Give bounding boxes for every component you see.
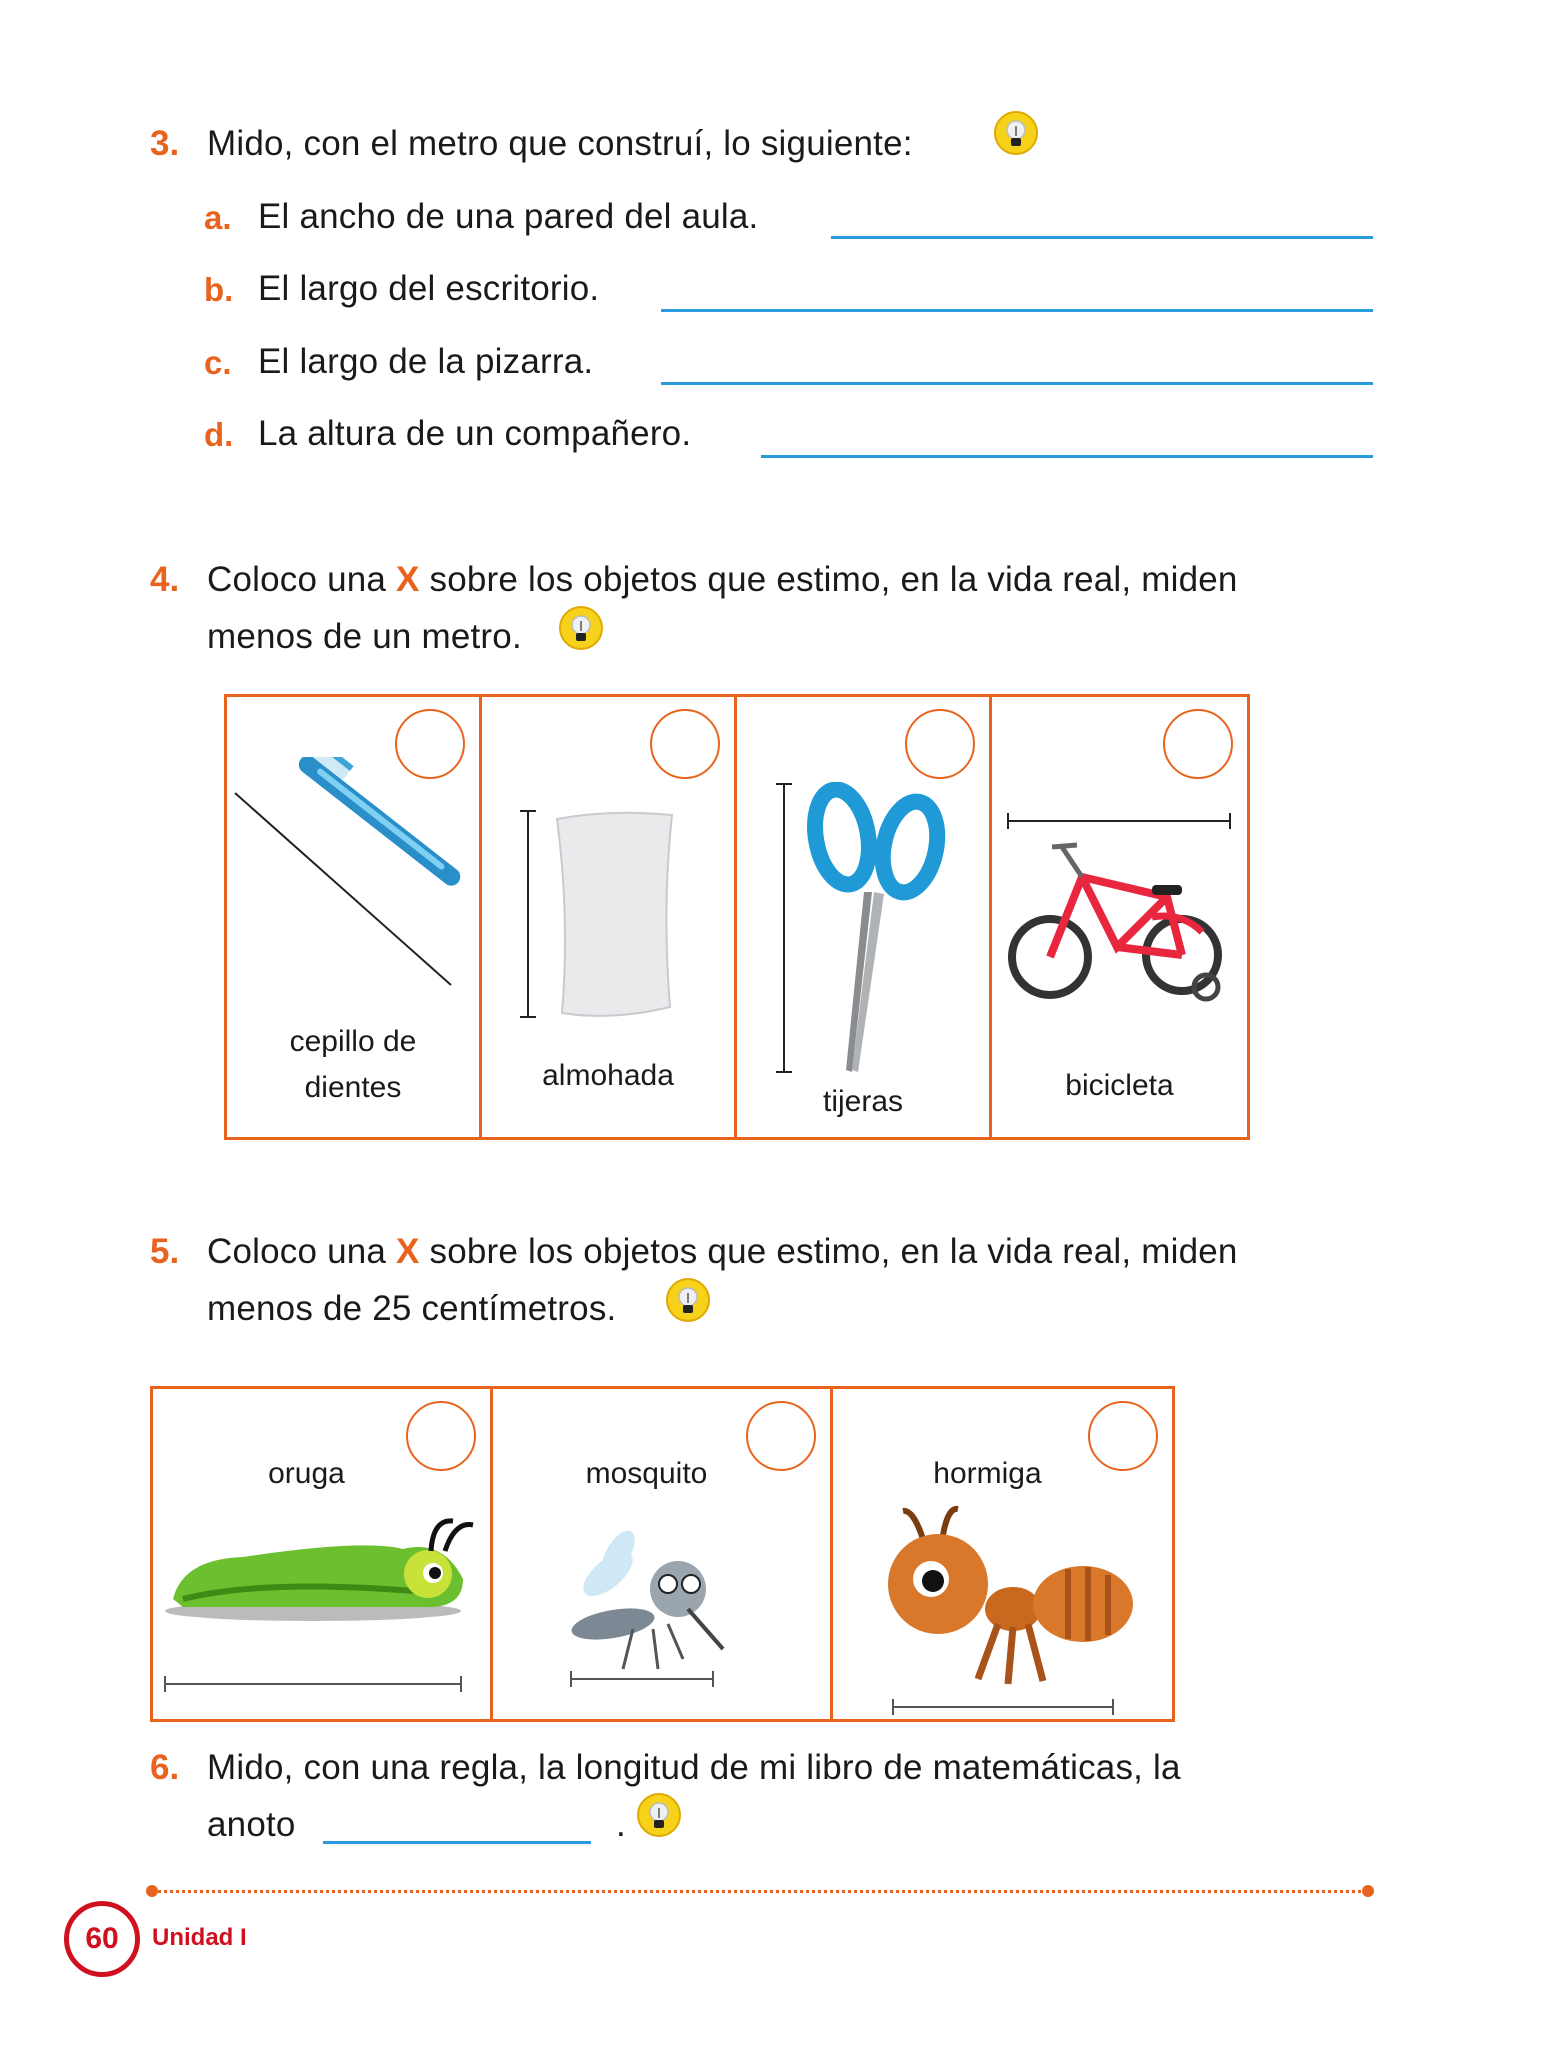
ant-image — [883, 1499, 1143, 1719]
page-number-badge: 60 — [64, 1901, 140, 1977]
x-mark: X — [396, 560, 420, 599]
question-3-text: Mido, con el metro que construí, lo siguiente: — [207, 124, 913, 163]
answer-circle[interactable] — [1163, 709, 1233, 779]
object-label: almohada — [542, 1059, 674, 1092]
answer-circle[interactable] — [650, 709, 720, 779]
text: sobre los objetos que estimo, en la vida real, miden — [429, 560, 1238, 599]
lightbulb-hint-icon[interactable] — [636, 1792, 682, 1838]
item-c-text: El largo de la pizarra. — [258, 342, 594, 381]
object-cell-scissors — [737, 697, 992, 1137]
answer-line-a[interactable] — [831, 236, 1373, 239]
lightbulb-hint-icon[interactable] — [993, 110, 1039, 156]
question-6-number: 6. — [150, 1748, 180, 1787]
question-4-line2: menos de un metro. — [207, 617, 522, 656]
answer-line-d[interactable] — [761, 455, 1373, 458]
toothbrush-image — [227, 757, 477, 1007]
object-label: tijeras — [822, 1085, 904, 1118]
question-5-number: 5. — [150, 1232, 180, 1271]
period: . — [616, 1805, 626, 1844]
question-4-text — [207, 560, 1238, 600]
question-3-number: 3. — [150, 124, 180, 163]
object-label: hormiga — [933, 1457, 1042, 1490]
bicycle-image — [1002, 807, 1242, 1007]
question-6-text: Mido, con una regla, la longitud de mi libro de matemáticas, la — [207, 1748, 1181, 1787]
object-label: dientes — [304, 1071, 402, 1104]
object-cell-ant — [833, 1389, 1172, 1719]
objects-table-meter — [224, 694, 1250, 1140]
text: Coloco una — [207, 560, 387, 599]
lightbulb-hint-icon[interactable] — [558, 605, 604, 651]
object-label: mosquito — [585, 1457, 708, 1490]
item-a-letter: a. — [204, 199, 232, 236]
caterpillar-image — [163, 1499, 483, 1699]
footer-divider — [152, 1890, 1367, 1893]
lightbulb-hint-icon[interactable] — [665, 1277, 711, 1323]
text: sobre los objetos que estimo, en la vida real, miden — [429, 1232, 1238, 1271]
question-6-line2: anoto — [207, 1805, 296, 1844]
item-d-text: La altura de un compañero. — [258, 414, 692, 453]
mosquito-image — [563, 1529, 763, 1709]
text: Coloco una — [207, 1232, 387, 1271]
divider-dot — [146, 1885, 158, 1897]
object-cell-mosquito — [493, 1389, 833, 1719]
x-mark: X — [396, 1232, 420, 1271]
object-cell-caterpillar — [153, 1389, 493, 1719]
item-d-letter: d. — [204, 416, 234, 453]
item-c-letter: c. — [204, 344, 232, 381]
object-cell-bicycle — [992, 697, 1247, 1137]
objects-table-25cm — [150, 1386, 1175, 1722]
item-a-text: El ancho de una pared del aula. — [258, 197, 759, 236]
object-label: oruga — [268, 1457, 345, 1490]
item-b-letter: b. — [204, 271, 234, 308]
unit-label: Unidad I — [152, 1924, 247, 1951]
question-5-text — [207, 1232, 1238, 1272]
scissors-image — [772, 782, 972, 1082]
object-label: cepillo de — [289, 1025, 417, 1058]
pillow-image — [512, 807, 712, 1037]
divider-dot — [1362, 1885, 1374, 1897]
object-cell-toothbrush — [227, 697, 482, 1137]
object-cell-pillow — [482, 697, 737, 1137]
question-5-line2: menos de 25 centímetros. — [207, 1289, 617, 1328]
answer-circle[interactable] — [905, 709, 975, 779]
object-label: bicicleta — [1065, 1069, 1174, 1102]
answer-line-book-length[interactable] — [323, 1841, 591, 1844]
question-4-number: 4. — [150, 560, 180, 599]
item-b-text: El largo del escritorio. — [258, 269, 600, 308]
answer-line-b[interactable] — [661, 309, 1373, 312]
answer-line-c[interactable] — [661, 382, 1373, 385]
